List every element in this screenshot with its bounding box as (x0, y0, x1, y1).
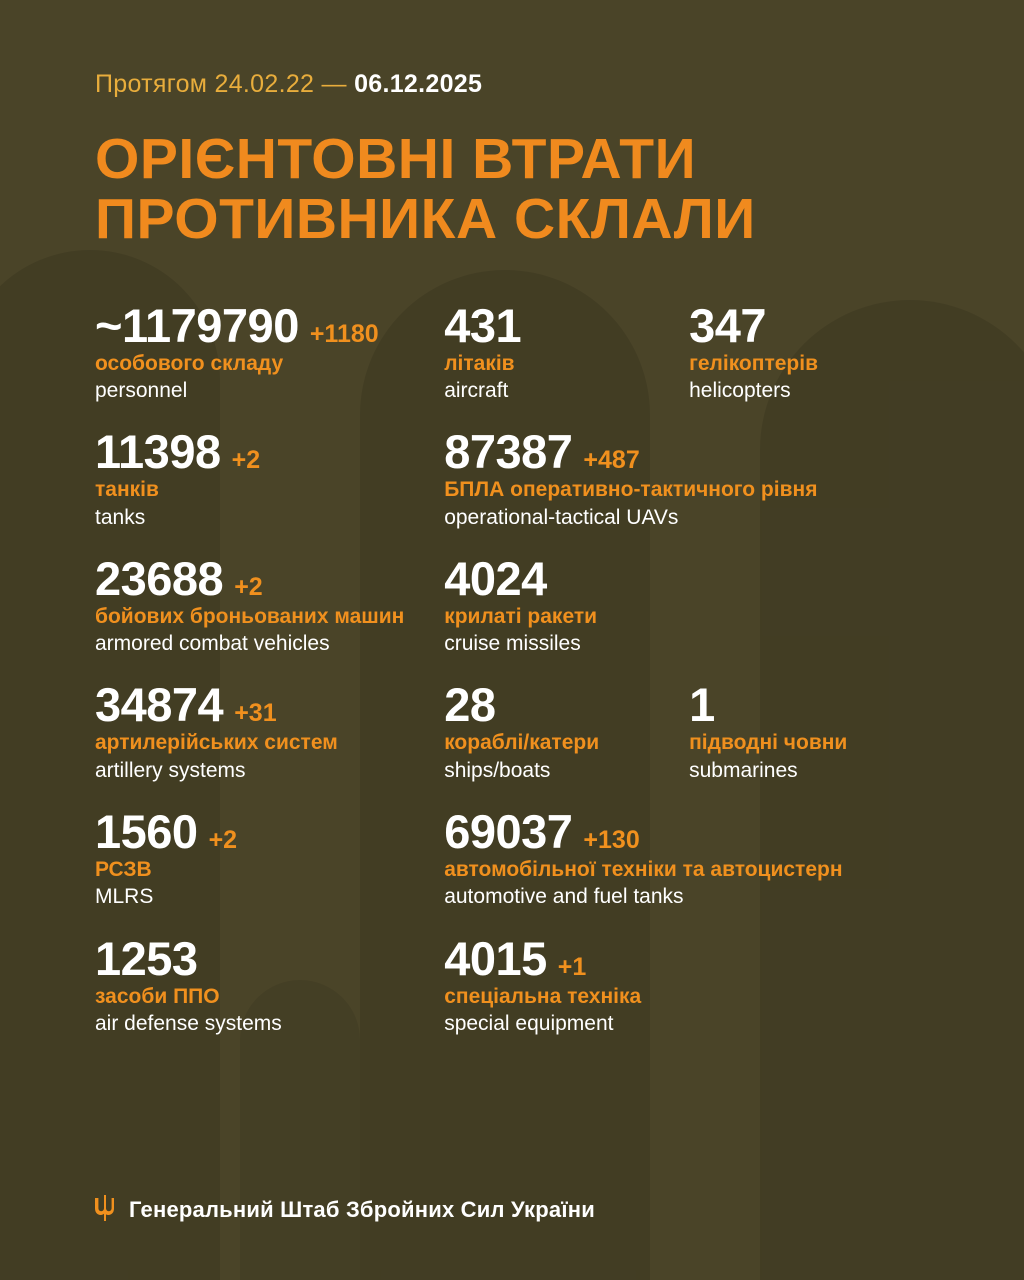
stat-label-en: MLRS (95, 885, 154, 909)
stat-label-ua: літаків (444, 351, 515, 375)
stat-value-row (689, 298, 934, 352)
stat-label-ua: БПЛА оперативно-тактичного рівня (444, 478, 818, 502)
stat-label-en: air defense systems (95, 1011, 282, 1035)
stat-label-ua: артилерійських систем (95, 731, 338, 755)
stat-delta: +2 (231, 446, 261, 475)
stat-value-row (444, 551, 934, 605)
stat-value-row (95, 298, 444, 352)
stat-label-ua: крилаті ракети (444, 604, 598, 628)
stat-label-en: submarines (689, 758, 798, 782)
stat-value-row (95, 678, 444, 732)
stat-label-en: personnel (95, 379, 188, 403)
stat-value: 28 (444, 678, 496, 732)
stats-row (95, 931, 934, 1038)
stat-value: 1560 (95, 805, 198, 858)
period-start: Протягом 24.02.22 (95, 70, 315, 98)
stat-value-row (444, 425, 934, 479)
stat-value-row (95, 931, 444, 985)
stat-label-en: artillery systems (95, 758, 246, 782)
stat-delta: +2 (234, 572, 263, 601)
stat-label-ua: автомобільної техніки та автоцистерн (444, 858, 843, 881)
stat-value: 347 (689, 298, 767, 352)
losses-grid (95, 298, 934, 1037)
stat-value: 1 (689, 678, 715, 732)
stat-ships (444, 678, 689, 784)
stat-label-ua: засоби ППО (95, 984, 220, 1008)
stat-mlrs (95, 805, 444, 911)
stat-value: ~1179790 (95, 298, 299, 352)
stat-value-row (689, 678, 934, 732)
stat-air-defense (95, 931, 444, 1038)
stat-label-en: armored combat vehicles (95, 632, 330, 656)
stats-row (95, 298, 934, 405)
stat-value-row (444, 298, 689, 352)
stat-value: 34874 (95, 678, 224, 732)
page-title-line-2: ПРОТИВНИКА СКЛАЛИ (95, 187, 756, 252)
stat-delta: +2 (208, 826, 238, 854)
stat-value-row (95, 551, 444, 605)
stat-submarines (689, 678, 934, 784)
stat-value: 69037 (444, 805, 573, 858)
page-title (95, 129, 934, 250)
stat-value-row (95, 805, 444, 858)
stat-label-en: ships/boats (444, 758, 551, 782)
stat-label-ua: бойових броньованих машин (95, 604, 405, 628)
stat-label-en: operational-tactical UAVs (444, 505, 679, 529)
stat-label-ua: танків (95, 478, 159, 502)
stat-value: 11398 (95, 425, 221, 479)
stat-label-en: automotive and fuel tanks (444, 885, 684, 909)
stat-label-ua: гелікоптерів (689, 351, 818, 375)
stat-label-en: tanks (95, 505, 146, 529)
stats-row (95, 805, 934, 911)
stat-uavs (444, 425, 934, 531)
stat-delta: +31 (234, 699, 277, 728)
footer-text: Генеральний Штаб Збройних Сил України (129, 1197, 595, 1222)
reporting-period (95, 70, 934, 99)
stat-label-en: helicopters (689, 379, 791, 403)
stat-value-row (95, 425, 444, 479)
stat-personnel (95, 298, 444, 405)
stats-row (95, 678, 934, 784)
stat-tanks (95, 425, 444, 531)
stat-label-ua: кораблі/катери (444, 731, 600, 755)
stat-aircraft (444, 298, 689, 405)
stat-label-ua: спеціальна техніка (444, 984, 642, 1008)
footer (95, 1195, 595, 1225)
stat-delta: +1180 (309, 319, 379, 348)
stat-delta: +1 (557, 952, 587, 981)
period-dash: — (321, 70, 347, 98)
stats-row (95, 425, 934, 531)
stat-label-en: cruise missiles (444, 632, 581, 656)
stat-helicopters (689, 298, 934, 405)
stat-artillery (95, 678, 444, 784)
stat-label-ua: особового складу (95, 351, 284, 375)
stat-label-ua: підводні човни (689, 731, 848, 755)
stats-row (95, 551, 934, 658)
stat-cruise-missiles (444, 551, 934, 658)
stat-special-equipment (444, 931, 934, 1038)
stat-value: 431 (444, 298, 522, 352)
stat-value: 4015 (444, 931, 547, 985)
stat-value-row (444, 931, 934, 985)
stat-automotive (444, 805, 934, 911)
trident-icon (95, 1195, 115, 1225)
stat-label-ua: РСЗВ (95, 858, 152, 881)
stat-delta: +130 (583, 826, 640, 854)
stat-value: 1253 (95, 931, 198, 985)
stat-delta: +487 (583, 446, 640, 475)
stat-value-row (444, 678, 689, 732)
page-title-line-1: ОРІЄНТОВНІ ВТРАТИ (95, 127, 697, 191)
stat-value: 4024 (444, 551, 547, 605)
stat-armored-vehicles (95, 551, 444, 658)
stat-value: 23688 (95, 551, 224, 605)
stat-value: 87387 (444, 425, 573, 479)
stat-label-en: special equipment (444, 1011, 614, 1035)
period-end: 06.12.2025 (354, 70, 483, 98)
stat-value-row (444, 805, 934, 858)
stat-label-en: aircraft (444, 379, 509, 403)
